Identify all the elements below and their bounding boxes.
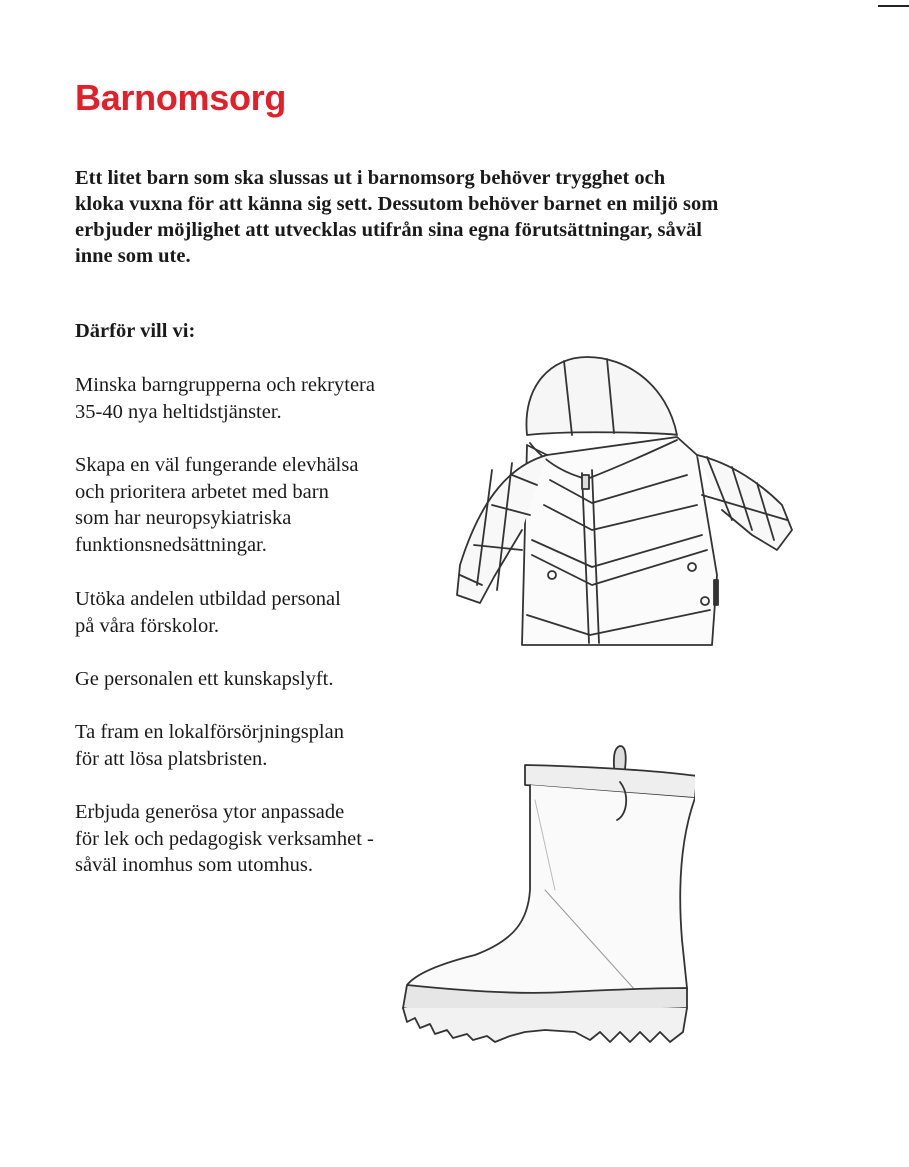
list-item-3 bbox=[75, 586, 341, 639]
list-item-4 bbox=[75, 666, 333, 693]
item-line: på våra förskolor. bbox=[75, 614, 220, 637]
item-line: och prioritera arbetet med barn bbox=[75, 480, 329, 503]
list-item-1 bbox=[75, 372, 375, 425]
page-title: Barnomsorg bbox=[75, 77, 287, 118]
rain-boot-illustration bbox=[395, 740, 695, 1050]
item-line: Utöka andelen utbildad personal bbox=[75, 588, 341, 610]
intro-line: Ett litet barn som ska slussas ut i barnomsorg behöver trygghet och bbox=[75, 167, 666, 189]
jacket-illustration bbox=[452, 345, 797, 650]
list-item-5 bbox=[75, 719, 344, 772]
item-line: Ta fram en lokalförsörjningsplan bbox=[75, 721, 344, 743]
item-line: för att lösa platsbristen. bbox=[75, 747, 268, 770]
intro-line: inne som ute. bbox=[75, 245, 191, 267]
item-line: för lek och pedagogisk verksamhet - bbox=[75, 827, 374, 850]
item-line: Minska barngrupperna och rekrytera bbox=[75, 374, 375, 396]
item-line: Erbjuda generösa ytor anpassade bbox=[75, 801, 345, 823]
item-line: Ge personalen ett kunskapslyft. bbox=[75, 668, 334, 690]
corner-rule bbox=[878, 5, 909, 7]
intro-line: kloka vuxna för att känna sig sett. Dessutom behöver barnet en miljö som bbox=[75, 193, 719, 215]
intro-paragraph bbox=[75, 165, 835, 269]
item-line: funktionsnedsättningar. bbox=[75, 533, 267, 556]
list-item-6 bbox=[75, 799, 374, 879]
item-line: Skapa en väl fungerande elevhälsa bbox=[75, 454, 359, 476]
intro-line: erbjuder möjlighet att utvecklas utifrån sina egna förutsättningar, såväl bbox=[75, 219, 702, 241]
list-item-2 bbox=[75, 452, 358, 558]
subheading: Därför vill vi: bbox=[75, 320, 196, 342]
item-line: såväl inomhus som utomhus. bbox=[75, 854, 314, 876]
item-line: 35-40 nya heltidstjänster. bbox=[75, 400, 282, 423]
item-line: som har neuropsykiatriska bbox=[75, 507, 292, 529]
